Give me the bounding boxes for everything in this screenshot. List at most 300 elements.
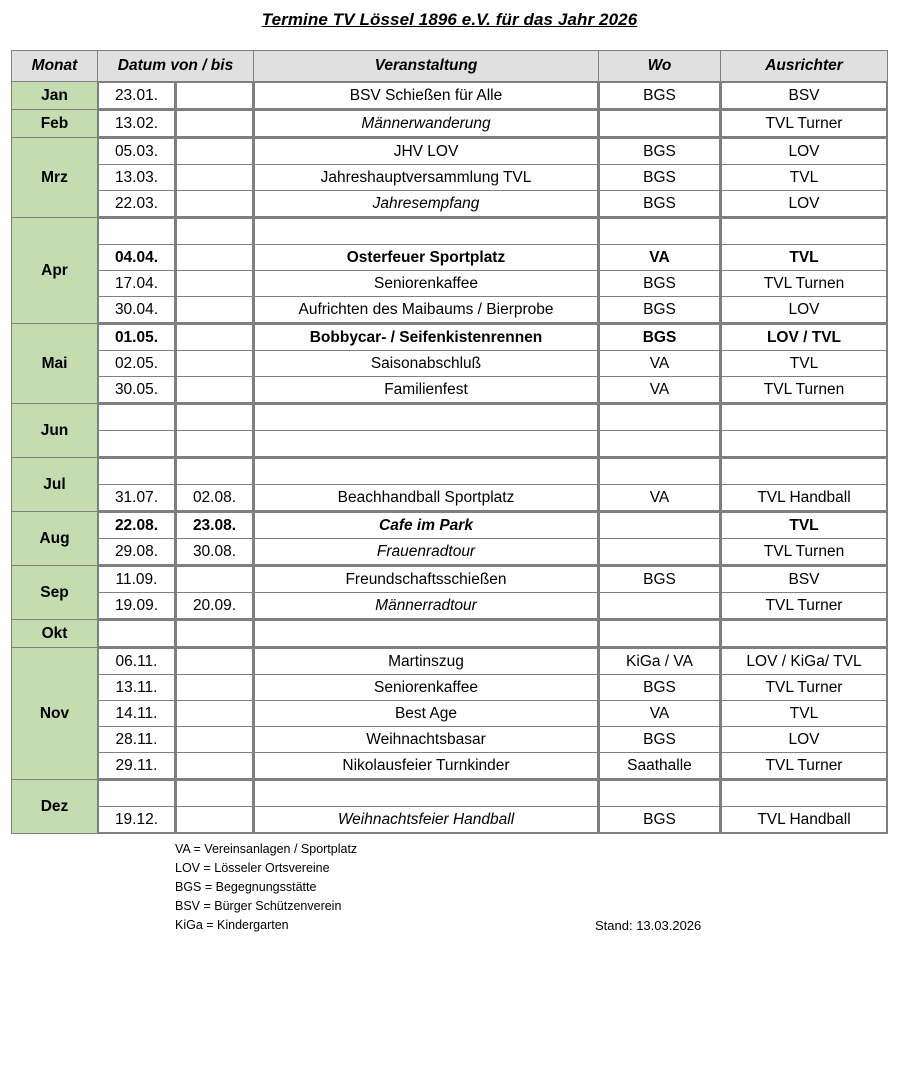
cell-from: 31.07. — [99, 485, 175, 511]
cell-to — [177, 191, 253, 217]
cell-org: TVL Turnen — [722, 377, 887, 403]
cell-event: Männerradtour — [255, 593, 598, 619]
cell-to — [177, 431, 253, 457]
table-row — [255, 513, 598, 539]
cell-to: 30.08. — [177, 539, 253, 565]
table-row — [99, 649, 175, 675]
table-row — [255, 191, 598, 217]
month-to-stack — [176, 82, 254, 110]
cell-org: TVL — [722, 701, 887, 727]
table-row — [177, 649, 253, 675]
table-row — [722, 753, 887, 779]
month-from-stack — [98, 82, 176, 110]
table-row — [177, 111, 253, 137]
cell-from: 13.02. — [99, 111, 175, 137]
cell-org: TVL Turner — [722, 753, 887, 779]
table-row — [255, 459, 598, 485]
table-row — [255, 727, 598, 753]
month-org-stack — [721, 780, 888, 834]
table-row — [722, 539, 887, 565]
table-row — [722, 83, 887, 109]
table-row — [99, 781, 175, 807]
header-row — [12, 51, 888, 82]
cell-to — [177, 111, 253, 137]
cell-to: 02.08. — [177, 485, 253, 511]
month-from-stack — [98, 218, 176, 324]
cell-to — [177, 675, 253, 701]
cell-where: BGS — [600, 325, 720, 351]
month-from-stack — [98, 780, 176, 834]
cell-where: BGS — [600, 675, 720, 701]
cell-from: 17.04. — [99, 271, 175, 297]
table-row — [600, 191, 720, 217]
table-row — [600, 165, 720, 191]
cell-from: 22.08. — [99, 513, 175, 539]
table-row — [722, 567, 887, 593]
table-row — [255, 139, 598, 165]
table-row — [177, 271, 253, 297]
month-org-stack — [721, 138, 888, 218]
cell-to — [177, 567, 253, 593]
table-row — [255, 675, 598, 701]
cell-event: Osterfeuer Sportplatz — [255, 245, 598, 271]
cell-to — [177, 753, 253, 779]
month-to-stack — [176, 512, 254, 566]
cell-event — [255, 431, 598, 457]
table-row — [177, 191, 253, 217]
table-row — [99, 83, 175, 109]
month-event-stack — [254, 82, 599, 110]
cell-where — [600, 111, 720, 137]
table-row — [600, 513, 720, 539]
cell-where — [600, 593, 720, 619]
month-block-row — [12, 138, 888, 218]
cell-from: 02.05. — [99, 351, 175, 377]
cell-to — [177, 649, 253, 675]
table-row — [722, 781, 887, 807]
cell-event: Männerwanderung — [255, 111, 598, 137]
cell-event: Cafe im Park — [255, 513, 598, 539]
month-from-stack — [98, 324, 176, 404]
month-to-stack — [176, 780, 254, 834]
cell-org: TVL — [722, 165, 887, 191]
month-event-stack — [254, 110, 599, 138]
month-where-stack — [599, 620, 721, 648]
month-org-stack — [721, 110, 888, 138]
table-row — [722, 513, 887, 539]
cell-where: BGS — [600, 297, 720, 323]
month-to-stack — [176, 110, 254, 138]
table-row — [99, 405, 175, 431]
cell-from — [99, 781, 175, 807]
month-block-row — [12, 324, 888, 404]
table-row — [177, 245, 253, 271]
cell-where: BGS — [600, 165, 720, 191]
table-row — [255, 165, 598, 191]
cell-where: BGS — [600, 271, 720, 297]
table-row — [99, 539, 175, 565]
table-row — [99, 191, 175, 217]
month-event-stack — [254, 566, 599, 620]
column-header-monat: Monat — [12, 51, 98, 82]
cell-from: 06.11. — [99, 649, 175, 675]
cell-where: VA — [600, 351, 720, 377]
cell-from: 14.11. — [99, 701, 175, 727]
table-row — [99, 245, 175, 271]
table-row — [722, 807, 887, 833]
month-from-stack — [98, 620, 176, 648]
month-label: Sep — [12, 566, 98, 620]
table-row — [600, 649, 720, 675]
table-row — [600, 459, 720, 485]
month-block-row — [12, 648, 888, 780]
cell-where — [600, 431, 720, 457]
table-row — [255, 701, 598, 727]
month-block-row — [12, 566, 888, 620]
table-row — [600, 83, 720, 109]
month-label: Feb — [12, 110, 98, 138]
cell-org: LOV — [722, 139, 887, 165]
cell-to — [177, 351, 253, 377]
cell-org — [722, 781, 887, 807]
cell-from: 11.09. — [99, 567, 175, 593]
cell-to — [177, 165, 253, 191]
cell-event: Weihnachtsfeier Handball — [255, 807, 598, 833]
table-row — [177, 459, 253, 485]
table-row — [722, 459, 887, 485]
table-row — [99, 807, 175, 833]
table-row — [255, 649, 598, 675]
cell-from: 23.01. — [99, 83, 175, 109]
cell-from — [99, 621, 175, 647]
cell-from — [99, 405, 175, 431]
table-row — [255, 377, 598, 403]
table-row — [255, 325, 598, 351]
cell-event: Nikolausfeier Turnkinder — [255, 753, 598, 779]
cell-from: 22.03. — [99, 191, 175, 217]
month-event-stack — [254, 138, 599, 218]
legend-item: LOV = Lösseler Ortsvereine — [175, 861, 330, 875]
month-org-stack — [721, 620, 888, 648]
cell-event: Weihnachtsbasar — [255, 727, 598, 753]
table-row — [99, 325, 175, 351]
month-label: Mrz — [12, 138, 98, 218]
cell-to — [177, 727, 253, 753]
month-to-stack — [176, 324, 254, 404]
table-row — [99, 111, 175, 137]
cell-where: VA — [600, 245, 720, 271]
table-row — [99, 675, 175, 701]
month-event-stack — [254, 512, 599, 566]
cell-org: LOV / TVL — [722, 325, 887, 351]
cell-event — [255, 405, 598, 431]
column-header-wo: Wo — [599, 51, 721, 82]
column-header-veranstaltung: Veranstaltung — [254, 51, 599, 82]
legend-item: VA = Vereinsanlagen / Sportplatz — [175, 842, 358, 856]
cell-from: 29.08. — [99, 539, 175, 565]
cell-to — [177, 621, 253, 647]
legend-item: KiGa = Kindergarten — [175, 918, 289, 932]
month-from-stack — [98, 566, 176, 620]
month-block-row — [12, 110, 888, 138]
cell-where — [600, 219, 720, 245]
cell-org — [722, 459, 887, 485]
table-row — [255, 807, 598, 833]
cell-org: TVL Turnen — [722, 539, 887, 565]
table-row — [177, 539, 253, 565]
table-row — [255, 111, 598, 137]
stand-date: Stand: 13.03.2026 — [595, 918, 702, 933]
cell-to — [177, 271, 253, 297]
cell-org — [722, 431, 887, 457]
cell-org: TVL — [722, 513, 887, 539]
table-row — [600, 485, 720, 511]
month-block-row — [12, 82, 888, 110]
month-org-stack — [721, 566, 888, 620]
table-row — [177, 377, 253, 403]
cell-event: Martinszug — [255, 649, 598, 675]
table-row — [177, 325, 253, 351]
cell-from — [99, 459, 175, 485]
month-label: Aug — [12, 512, 98, 566]
month-label: Apr — [12, 218, 98, 324]
month-where-stack — [599, 218, 721, 324]
month-event-stack — [254, 780, 599, 834]
cell-to — [177, 807, 253, 833]
month-block-row — [12, 780, 888, 834]
table-row — [255, 781, 598, 807]
table-row — [255, 245, 598, 271]
cell-event: BSV Schießen für Alle — [255, 83, 598, 109]
cell-where: BGS — [600, 727, 720, 753]
month-from-stack — [98, 512, 176, 566]
month-from-stack — [98, 138, 176, 218]
cell-org: TVL Turner — [722, 593, 887, 619]
table-row — [255, 219, 598, 245]
cell-event: Saisonabschluß — [255, 351, 598, 377]
cell-event: Seniorenkaffee — [255, 271, 598, 297]
column-header-datum: Datum von / bis — [98, 51, 254, 82]
table-row — [177, 431, 253, 457]
month-block-row — [12, 218, 888, 324]
page-title: Termine TV Lössel 1896 e.V. für das Jahr 2026 — [261, 10, 638, 29]
cell-org — [722, 219, 887, 245]
month-to-stack — [176, 458, 254, 512]
legend — [175, 840, 899, 935]
cell-event: Freundschaftsschießen — [255, 567, 598, 593]
table-row — [722, 165, 887, 191]
cell-where — [600, 513, 720, 539]
month-label: Jan — [12, 82, 98, 110]
table-row — [600, 325, 720, 351]
table-row — [722, 593, 887, 619]
table-row — [177, 675, 253, 701]
cell-from — [99, 431, 175, 457]
table-row — [600, 377, 720, 403]
month-label: Okt — [12, 620, 98, 648]
table-body — [12, 82, 888, 834]
table-row — [600, 431, 720, 457]
cell-to — [177, 377, 253, 403]
table-row — [600, 219, 720, 245]
cell-event: Best Age — [255, 701, 598, 727]
table-row — [99, 727, 175, 753]
month-from-stack — [98, 110, 176, 138]
cell-from — [99, 219, 175, 245]
table-row — [600, 297, 720, 323]
month-event-stack — [254, 324, 599, 404]
cell-where: KiGa / VA — [600, 649, 720, 675]
column-header-ausrichter: Ausrichter — [721, 51, 888, 82]
month-label: Dez — [12, 780, 98, 834]
cell-where: VA — [600, 377, 720, 403]
table-row — [177, 781, 253, 807]
schedule-table — [11, 50, 888, 834]
cell-to — [177, 325, 253, 351]
cell-to — [177, 405, 253, 431]
cell-event: Seniorenkaffee — [255, 675, 598, 701]
cell-org: LOV — [722, 191, 887, 217]
table-row — [99, 351, 175, 377]
cell-to — [177, 701, 253, 727]
table-row — [600, 245, 720, 271]
table-row — [722, 405, 887, 431]
table-row — [722, 351, 887, 377]
cell-event: JHV LOV — [255, 139, 598, 165]
month-block-row — [12, 512, 888, 566]
month-label: Mai — [12, 324, 98, 404]
table-row — [600, 675, 720, 701]
table-row — [255, 485, 598, 511]
cell-where: VA — [600, 701, 720, 727]
table-row — [99, 485, 175, 511]
cell-from: 19.12. — [99, 807, 175, 833]
table-row — [255, 405, 598, 431]
table-row — [99, 513, 175, 539]
cell-from: 19.09. — [99, 593, 175, 619]
cell-where — [600, 459, 720, 485]
cell-where: BGS — [600, 807, 720, 833]
cell-where — [600, 405, 720, 431]
cell-where: Saathalle — [600, 753, 720, 779]
table-row — [600, 781, 720, 807]
table-row — [600, 539, 720, 565]
table-row — [722, 297, 887, 323]
cell-to — [177, 139, 253, 165]
month-where-stack — [599, 780, 721, 834]
table-row — [177, 297, 253, 323]
month-event-stack — [254, 404, 599, 458]
table-row — [177, 567, 253, 593]
month-event-stack — [254, 620, 599, 648]
cell-where: BGS — [600, 83, 720, 109]
table-row — [600, 271, 720, 297]
cell-event: Bobbycar- / Seifenkistenrennen — [255, 325, 598, 351]
cell-event — [255, 781, 598, 807]
table-row — [255, 351, 598, 377]
table-row — [255, 271, 598, 297]
month-org-stack — [721, 404, 888, 458]
table-row — [722, 377, 887, 403]
cell-org: TVL Handball — [722, 485, 887, 511]
cell-to — [177, 459, 253, 485]
cell-from: 30.05. — [99, 377, 175, 403]
legend-item: BGS = Begegnungsstätte — [175, 880, 317, 894]
cell-where: BGS — [600, 191, 720, 217]
table-row — [600, 593, 720, 619]
table-row — [177, 513, 253, 539]
table-row — [255, 297, 598, 323]
cell-org: LOV — [722, 727, 887, 753]
cell-event: Aufrichten des Maibaums / Bierprobe — [255, 297, 598, 323]
table-row — [177, 593, 253, 619]
month-to-stack — [176, 138, 254, 218]
cell-where: VA — [600, 485, 720, 511]
cell-event: Frauenradtour — [255, 539, 598, 565]
month-to-stack — [176, 566, 254, 620]
cell-where: BGS — [600, 567, 720, 593]
month-block-row — [12, 620, 888, 648]
cell-org — [722, 405, 887, 431]
cell-to — [177, 219, 253, 245]
cell-org: TVL — [722, 351, 887, 377]
cell-event — [255, 621, 598, 647]
table-row — [177, 485, 253, 511]
cell-where — [600, 539, 720, 565]
cell-from: 28.11. — [99, 727, 175, 753]
month-where-stack — [599, 512, 721, 566]
cell-org: LOV / KiGa/ TVL — [722, 649, 887, 675]
table-row — [177, 807, 253, 833]
cell-org: TVL Turner — [722, 675, 887, 701]
cell-org: LOV — [722, 297, 887, 323]
table-row — [99, 567, 175, 593]
month-event-stack — [254, 218, 599, 324]
cell-to — [177, 297, 253, 323]
cell-org — [722, 621, 887, 647]
table-row — [99, 297, 175, 323]
table-row — [177, 621, 253, 647]
month-to-stack — [176, 648, 254, 780]
table-row — [600, 807, 720, 833]
cell-org: BSV — [722, 83, 887, 109]
table-row — [177, 83, 253, 109]
month-where-stack — [599, 648, 721, 780]
table-row — [722, 621, 887, 647]
legend-item: BSV = Bürger Schützenverein — [175, 899, 342, 913]
table-row — [99, 271, 175, 297]
month-label: Jul — [12, 458, 98, 512]
cell-from: 01.05. — [99, 325, 175, 351]
table-row — [255, 593, 598, 619]
table-row — [722, 191, 887, 217]
cell-event — [255, 219, 598, 245]
table-row — [99, 459, 175, 485]
table-row — [722, 727, 887, 753]
cell-from: 13.03. — [99, 165, 175, 191]
month-block-row — [12, 458, 888, 512]
cell-from: 13.11. — [99, 675, 175, 701]
cell-event: Jahresempfang — [255, 191, 598, 217]
cell-where: BGS — [600, 139, 720, 165]
table-row — [99, 701, 175, 727]
table-row — [722, 649, 887, 675]
table-row — [99, 621, 175, 647]
table-row — [600, 621, 720, 647]
table-row — [722, 139, 887, 165]
month-to-stack — [176, 218, 254, 324]
table-row — [722, 245, 887, 271]
